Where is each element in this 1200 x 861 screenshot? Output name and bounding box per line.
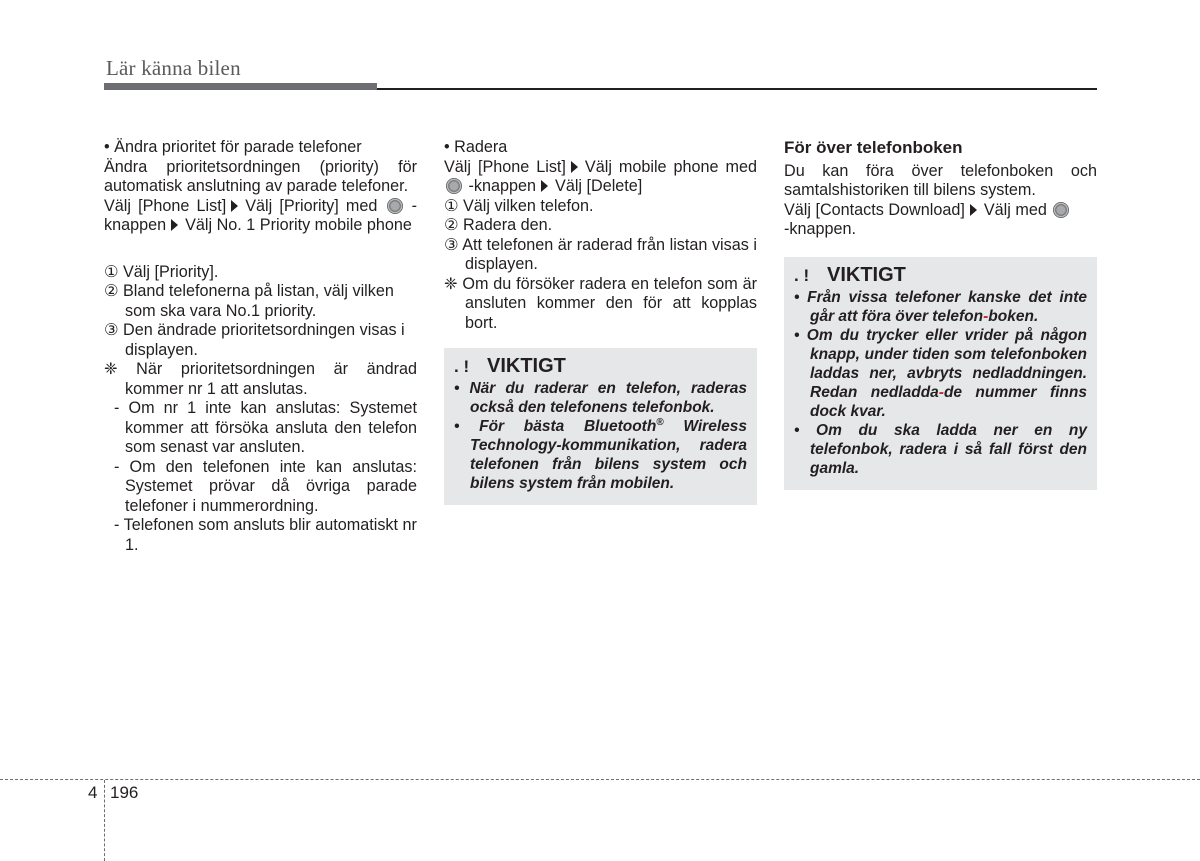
triangle-right-icon: [571, 161, 578, 173]
step-item: ① Välj vilken telefon.: [444, 196, 594, 215]
tune-knob-icon: [1053, 202, 1069, 218]
page-number: 196: [110, 783, 139, 802]
warning-item: • För bästa Bluetooth® Wireless Technology-kommunikation, radera telefonen från bilens system och bilens system från mobilen.: [454, 416, 747, 492]
warning-title: VIKTIGT: [487, 355, 566, 377]
triangle-right-icon: [171, 219, 178, 231]
header-rule-thin: [377, 88, 1097, 90]
warning-title: VIKTIGT: [827, 263, 906, 286]
triangle-right-icon: [231, 200, 238, 212]
step-item: ① Välj [Priority].: [104, 262, 219, 281]
dash-item: - Telefonen som ansluts blir automatiskt nr 1.: [114, 516, 417, 554]
section-heading-delete: • Radera: [444, 138, 508, 156]
instruction-text: Välj [Contacts Download] Välj med -knappen.: [784, 201, 1097, 240]
section-heading-phonebook: För över telefonboken: [784, 138, 963, 157]
warning-item: • När du raderar en telefon, raderas också den telefonens telefonbok.: [454, 380, 747, 416]
step-item: ② Radera den.: [444, 216, 553, 234]
note-text: ❈ Om du försöker radera en telefon som är ansluten kommer den för att kopplas bort.: [444, 274, 757, 332]
tune-knob-icon: [387, 198, 403, 214]
footer-divider: [0, 779, 1200, 780]
warning-box: [784, 257, 1097, 490]
header-rule-thick: [104, 83, 377, 90]
note-text: ❈ När prioritetsordningen är ändrad kommer nr 1 att anslutas.: [104, 360, 417, 398]
step-item: ② Bland telefonerna på listan, välj vilken som ska vara No.1 priority.: [104, 282, 394, 320]
intro-text: Du kan föra över telefonboken och samtalshistoriken till bilens system.: [784, 161, 1097, 199]
warning-item: • Om du trycker eller vrider på någon knapp, under tiden som telefonboken laddas ner, avbryts nedladdningen. Redan nedladda-de nummer finns dock kvar.: [794, 326, 1087, 420]
tune-knob-icon: [446, 178, 462, 194]
dash-item: - Om den telefonen inte kan anslutas: Systemet prövar då övriga parade telefoner i nummerordning.: [114, 457, 417, 515]
exclamation-icon: . !: [454, 357, 470, 376]
triangle-right-icon: [970, 204, 977, 216]
footer-vertical-divider: [104, 780, 105, 861]
exclamation-icon: . !: [794, 265, 810, 285]
dash-item: - Om nr 1 inte kan anslutas: Systemet kommer att försöka ansluta den telefon som senast var ansluten.: [114, 399, 417, 456]
column-delete: [444, 138, 757, 505]
intro-text: Ändra prioritetsordningen (priority) för automatisk anslutning av parade telefoner.: [104, 157, 417, 195]
column-phonebook: [784, 138, 1097, 490]
warning-item: • Från vissa telefoner kanske det inte går att föra över telefon-boken.: [794, 288, 1087, 325]
instruction-text: Välj [Phone List] Välj [Priority] med -knappen Välj No. 1 Priority mobile phone: [104, 196, 418, 234]
step-item: ③ Den ändrade prioritetsordningen visas i displayen.: [104, 321, 405, 359]
chapter-title: Lär känna bilen: [106, 56, 241, 80]
warning-box: [444, 348, 757, 505]
chapter-number: 4: [88, 783, 98, 802]
column-priority: [104, 138, 417, 555]
step-item: ③ Att telefonen är raderad från listan visas i displayen.: [444, 235, 758, 273]
triangle-right-icon: [541, 180, 548, 192]
instruction-text: Välj [Phone List] Välj mobile phone med -knappen Välj [Delete]: [444, 157, 757, 195]
section-heading-priority: • Ändra prioritet för parade telefoner: [104, 138, 362, 156]
warning-item: • Om du ska ladda ner en ny telefonbok, radera i så fall först den gamla.: [794, 421, 1087, 477]
